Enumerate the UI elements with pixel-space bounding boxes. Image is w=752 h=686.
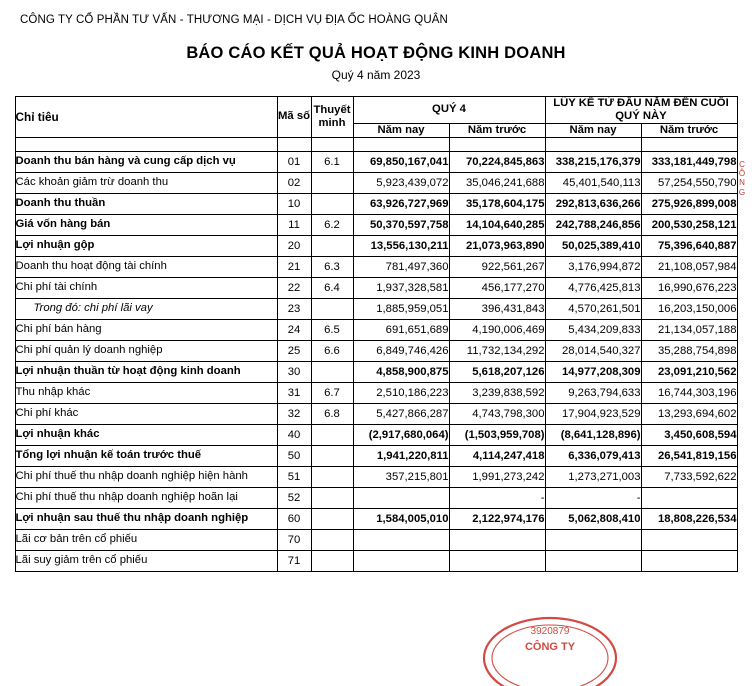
row-quarter-current: (2,917,680,064): [353, 424, 449, 445]
table-row: [15, 361, 737, 382]
row-code: 31: [277, 382, 311, 403]
row-label: Thu nhập khác: [15, 382, 277, 403]
row-code: 52: [277, 487, 311, 508]
row-note: [311, 466, 353, 487]
row-ytd-prior: 35,288,754,898: [641, 340, 737, 361]
col-header-ytd-current: Năm nay: [545, 123, 641, 137]
table-body: [15, 137, 737, 571]
row-quarter-prior: [449, 550, 545, 571]
income-statement-table: [15, 96, 738, 572]
row-quarter-current: 69,850,167,041: [353, 151, 449, 172]
row-quarter-prior: 4,114,247,418: [449, 445, 545, 466]
table-row: [15, 256, 737, 277]
row-label: Lợi nhuận khác: [15, 424, 277, 445]
spacer-cell: [311, 137, 353, 151]
row-quarter-current: 63,926,727,969: [353, 193, 449, 214]
svg-text:CÔNG TY: CÔNG TY: [524, 641, 576, 653]
row-note: [311, 550, 353, 571]
table-row: [15, 529, 737, 550]
row-quarter-current: [353, 529, 449, 550]
row-quarter-current: [353, 487, 449, 508]
row-label: Chi phí khác: [15, 403, 277, 424]
table-row: [15, 277, 737, 298]
row-ytd-current: 292,813,636,266: [545, 193, 641, 214]
table-row: [15, 340, 737, 361]
table-row: [15, 403, 737, 424]
row-quarter-current: 1,937,328,581: [353, 277, 449, 298]
row-code: 23: [277, 298, 311, 319]
row-label: Lợi nhuận sau thuế thu nhập doanh nghiệp: [15, 508, 277, 529]
row-note: [311, 235, 353, 256]
row-label: Chi phí quản lý doanh nghiệp: [15, 340, 277, 361]
table-row: [15, 424, 737, 445]
spacer-cell: [641, 137, 737, 151]
row-quarter-prior: 5,618,207,126: [449, 361, 545, 382]
row-ytd-prior: 200,530,258,121: [641, 214, 737, 235]
row-ytd-prior: 57,254,550,790: [641, 172, 737, 193]
row-ytd-prior: 16,990,676,223: [641, 277, 737, 298]
row-ytd-prior: 275,926,899,008: [641, 193, 737, 214]
row-code: 25: [277, 340, 311, 361]
row-quarter-current: 4,858,900,875: [353, 361, 449, 382]
col-header-note: Thuyết minh: [311, 97, 353, 138]
row-ytd-current: 14,977,208,309: [545, 361, 641, 382]
row-ytd-current: 3,176,994,872: [545, 256, 641, 277]
row-quarter-prior: 3,239,838,592: [449, 382, 545, 403]
row-note: [311, 445, 353, 466]
row-ytd-current: 50,025,389,410: [545, 235, 641, 256]
title-block: [8, 44, 744, 82]
row-quarter-prior: -: [449, 487, 545, 508]
row-ytd-prior: 21,108,057,984: [641, 256, 737, 277]
row-label: Lợi nhuận thuần từ hoạt động kinh doanh: [15, 361, 277, 382]
row-ytd-prior: [641, 487, 737, 508]
row-ytd-prior: [641, 550, 737, 571]
row-label: Các khoản giảm trừ doanh thu: [15, 172, 277, 193]
row-quarter-current: 781,497,360: [353, 256, 449, 277]
row-note: 6.1: [311, 151, 353, 172]
row-code: 24: [277, 319, 311, 340]
row-ytd-prior: 18,808,226,534: [641, 508, 737, 529]
row-quarter-prior: 922,561,267: [449, 256, 545, 277]
row-ytd-prior: 21,134,057,188: [641, 319, 737, 340]
company-seal-stamp: [470, 596, 630, 686]
col-header-label: Chỉ tiêu: [15, 97, 277, 138]
row-quarter-prior: 35,046,241,688: [449, 172, 545, 193]
row-ytd-prior: 16,744,303,196: [641, 382, 737, 403]
row-quarter-current: 1,941,220,811: [353, 445, 449, 466]
spacer-cell: [353, 137, 449, 151]
row-note: 6.8: [311, 403, 353, 424]
row-note: [311, 424, 353, 445]
row-ytd-prior: 23,091,210,562: [641, 361, 737, 382]
row-ytd-prior: 75,396,640,887: [641, 235, 737, 256]
row-label: Giá vốn hàng bán: [15, 214, 277, 235]
row-label: Chi phí thuế thu nhập doanh nghiệp hiện hành: [15, 466, 277, 487]
row-label: Trong đó: chi phí lãi vay: [15, 298, 277, 319]
row-quarter-prior: 396,431,843: [449, 298, 545, 319]
row-note: 6.7: [311, 382, 353, 403]
row-label: Lãi suy giảm trên cổ phiếu: [15, 550, 277, 571]
row-note: 6.2: [311, 214, 353, 235]
row-ytd-current: [545, 529, 641, 550]
row-note: 6.3: [311, 256, 353, 277]
row-note: 6.5: [311, 319, 353, 340]
row-quarter-prior: 11,732,134,292: [449, 340, 545, 361]
row-label: Doanh thu hoạt động tài chính: [15, 256, 277, 277]
table-row: [15, 319, 737, 340]
row-code: 51: [277, 466, 311, 487]
row-code: 21: [277, 256, 311, 277]
row-label: Lợi nhuận gộp: [15, 235, 277, 256]
table-row: [15, 466, 737, 487]
row-quarter-prior: (1,503,959,708): [449, 424, 545, 445]
row-quarter-prior: 1,991,273,242: [449, 466, 545, 487]
row-ytd-current: (8,641,128,896): [545, 424, 641, 445]
row-label: Tổng lợi nhuận kế toán trước thuế: [15, 445, 277, 466]
col-header-code: Mã số: [277, 97, 311, 138]
spacer-cell: [449, 137, 545, 151]
row-quarter-prior: 21,073,963,890: [449, 235, 545, 256]
row-code: 11: [277, 214, 311, 235]
row-quarter-current: 6,849,746,426: [353, 340, 449, 361]
row-code: 40: [277, 424, 311, 445]
row-ytd-current: 45,401,540,113: [545, 172, 641, 193]
row-note: [311, 193, 353, 214]
row-code: 02: [277, 172, 311, 193]
table-row: [15, 214, 737, 235]
table-head: [15, 97, 737, 138]
row-ytd-current: 242,788,246,856: [545, 214, 641, 235]
row-quarter-prior: 4,190,006,469: [449, 319, 545, 340]
table-row: [15, 550, 737, 571]
row-quarter-prior: 70,224,845,863: [449, 151, 545, 172]
row-label: Lãi cơ bản trên cổ phiếu: [15, 529, 277, 550]
row-quarter-current: 5,427,866,287: [353, 403, 449, 424]
row-code: 71: [277, 550, 311, 571]
col-header-quarter-prior: Năm trước: [449, 123, 545, 137]
row-quarter-prior: 4,743,798,300: [449, 403, 545, 424]
table-row: [15, 151, 737, 172]
row-quarter-current: [353, 550, 449, 571]
row-quarter-current: 357,215,801: [353, 466, 449, 487]
row-quarter-current: 2,510,186,223: [353, 382, 449, 403]
row-ytd-current: 28,014,540,327: [545, 340, 641, 361]
row-ytd-prior: 3,450,608,594: [641, 424, 737, 445]
row-code: 50: [277, 445, 311, 466]
row-ytd-current: 4,776,425,813: [545, 277, 641, 298]
row-code: 20: [277, 235, 311, 256]
row-ytd-current: 338,215,176,379: [545, 151, 641, 172]
svg-text:3920879: 3920879: [530, 626, 570, 637]
row-quarter-current: 1,885,959,051: [353, 298, 449, 319]
row-note: [311, 172, 353, 193]
table-row: [15, 487, 737, 508]
row-ytd-prior: 13,293,694,602: [641, 403, 737, 424]
spacer-cell: [545, 137, 641, 151]
row-ytd-current: [545, 550, 641, 571]
company-name: CÔNG TY CỔ PHẦN TƯ VẤN - THƯƠNG MẠI - DỊCH VỤ ĐỊA ỐC HOÀNG QUÂN: [20, 14, 448, 26]
row-label: Chi phí bán hàng: [15, 319, 277, 340]
row-note: [311, 529, 353, 550]
side-vertical-stamp-text: C Ô N G: [738, 160, 746, 197]
row-quarter-prior: 14,104,640,285: [449, 214, 545, 235]
spacer-cell: [15, 137, 277, 151]
row-quarter-prior: 456,177,270: [449, 277, 545, 298]
col-header-ytd-prior: Năm trước: [641, 123, 737, 137]
row-code: 01: [277, 151, 311, 172]
row-code: 10: [277, 193, 311, 214]
row-code: 70: [277, 529, 311, 550]
row-note: [311, 487, 353, 508]
row-ytd-current: 1,273,271,003: [545, 466, 641, 487]
page-title: BÁO CÁO KẾT QUẢ HOẠT ĐỘNG KINH DOANH: [186, 44, 566, 62]
row-quarter-current: 50,370,597,758: [353, 214, 449, 235]
row-ytd-current: 6,336,079,413: [545, 445, 641, 466]
table-row: [15, 193, 737, 214]
row-code: 32: [277, 403, 311, 424]
row-label: Chi phí tài chính: [15, 277, 277, 298]
col-group-ytd: LŨY KẾ TỪ ĐẦU NĂM ĐẾN CUỐI QUÝ NÀY: [545, 97, 737, 124]
row-note: 6.6: [311, 340, 353, 361]
row-quarter-current: 1,584,005,010: [353, 508, 449, 529]
page-subtitle: Quý 4 năm 2023: [331, 68, 421, 82]
row-ytd-current: 4,570,261,501: [545, 298, 641, 319]
row-ytd-current: 17,904,923,529: [545, 403, 641, 424]
row-label: Chi phí thuế thu nhập doanh nghiệp hoãn lại: [15, 487, 277, 508]
row-ytd-prior: [641, 529, 737, 550]
row-ytd-current: -: [545, 487, 641, 508]
row-ytd-prior: 16,203,150,006: [641, 298, 737, 319]
row-label: Doanh thu bán hàng và cung cấp dịch vụ: [15, 151, 277, 172]
table-row: [15, 235, 737, 256]
row-note: [311, 508, 353, 529]
spacer-row: [15, 137, 737, 151]
table-row: [15, 172, 737, 193]
row-quarter-prior: 2,122,974,176: [449, 508, 545, 529]
row-quarter-current: 13,556,130,211: [353, 235, 449, 256]
row-code: 22: [277, 277, 311, 298]
row-code: 60: [277, 508, 311, 529]
row-note: [311, 361, 353, 382]
row-note: 6.4: [311, 277, 353, 298]
row-ytd-prior: 333,181,449,798: [641, 151, 737, 172]
table-row: [15, 298, 737, 319]
row-label: Doanh thu thuần: [15, 193, 277, 214]
col-group-quarter: QUÝ 4: [353, 97, 545, 124]
col-header-quarter-current: Năm nay: [353, 123, 449, 137]
row-quarter-prior: [449, 529, 545, 550]
row-quarter-current: 691,651,689: [353, 319, 449, 340]
row-code: 30: [277, 361, 311, 382]
row-ytd-current: 5,434,209,833: [545, 319, 641, 340]
table-row: [15, 508, 737, 529]
row-quarter-current: 5,923,439,072: [353, 172, 449, 193]
row-note: [311, 298, 353, 319]
table-row: [15, 445, 737, 466]
spacer-cell: [277, 137, 311, 151]
row-ytd-current: 5,062,808,410: [545, 508, 641, 529]
row-quarter-prior: 35,178,604,175: [449, 193, 545, 214]
row-ytd-prior: 7,733,592,622: [641, 466, 737, 487]
row-ytd-prior: 26,541,819,156: [641, 445, 737, 466]
row-ytd-current: 9,263,794,633: [545, 382, 641, 403]
table-row: [15, 382, 737, 403]
header-row-groups: [15, 97, 737, 124]
